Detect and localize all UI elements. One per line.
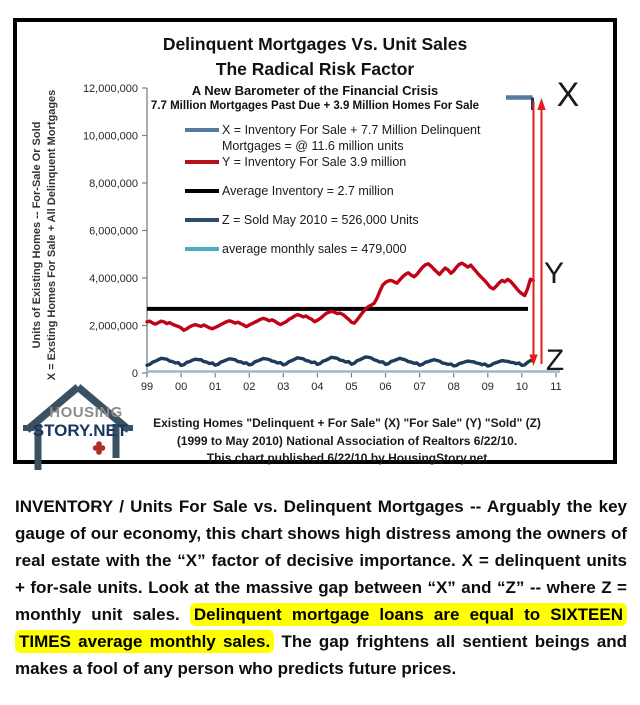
x-tick-label: 09 [481,381,494,393]
y-axis-label-line1: Units of Existing Homes -- For-Sale Or Sold [31,121,43,349]
x-tick-label: 99 [140,381,154,393]
chart-title-line2: The Radical Risk Factor [215,58,415,79]
legend-row [185,183,501,199]
x-tick-label: 03 [277,381,290,393]
y-tick-label: 12,000,000 [82,83,138,95]
legend-label: Average Inventory = 2.7 million [222,184,394,198]
legend-row [185,122,501,154]
flower-icon [93,441,105,455]
caption-line3: This chart published 6/22/10 by HousingStory.net [206,451,488,465]
label-z: Z [545,344,565,377]
legend-label: Z = Sold May 2010 = 526,000 Units [222,213,419,227]
gap-arrow-up-head [537,98,545,110]
logo-text-storynet: STORY.NET [32,421,128,440]
x-tick-label: 11 [550,381,562,393]
legend-swatch [185,189,219,193]
x-tick-label: 08 [447,381,460,393]
caption-line1: Existing Homes "Delinquent + For Sale" (X) "For Sale" (Y) "Sold" (Z) [153,416,541,430]
y-tick-label: 10,000,000 [82,130,138,143]
chart-subtitle-line2: 7.7 Million Mortgages Past Due + 3.9 Million Homes For Sale [150,100,480,112]
commentary-paragraph [15,493,627,682]
commentary-after-highlight: The gap frightens all sentient beings and makes a fool of any person who predicts future prices. [15,632,627,678]
legend-swatch [185,247,219,251]
legend-row [185,241,501,257]
caption-line2: (1999 to May 2010) National Association of Realtors 6/22/10. [176,433,518,448]
x-tick-label: 00 [174,381,188,393]
label-y: Y [543,257,565,290]
y-tick-label: 0 [131,368,138,380]
y-tick-label: 6,000,000 [89,225,138,238]
legend [185,122,501,257]
commentary-highlight: Delinquent mortgage loans are equal to SIXTEEN TIMES average monthly sales. [15,603,627,653]
legend-swatch [185,218,219,222]
commentary-before-highlight: INVENTORY / Units For Sale vs. Delinquent Mortgages -- Arguably the key gauge of our economy, this chart shows high distress among the owners of real estate with the “X” factor of decisive importance. X = delinquent units + for-sale units. Look at the massive gap between “X” and “Z” -- where Z = monthly unit sales. [15,497,627,624]
x-tick-label: 01 [209,381,222,393]
y-tick-label: 2,000,000 [89,320,138,333]
legend-label: Y = Inventory For Sale 3.9 million [222,155,407,169]
legend-row [185,154,501,170]
legend-row [185,212,501,228]
chart-subtitle-line1: A New Barometer of the Financial Crisis [191,83,439,98]
sold-line [147,357,533,366]
x-tick-label: 10 [515,381,529,393]
logo-text-housing: HOUSING [49,404,123,421]
y-tick-label: 8,000,000 [89,178,138,190]
legend-swatch [185,128,219,132]
x-tick-label: 05 [345,381,358,393]
x-tick-label: 04 [311,381,324,393]
legend-label: average monthly sales = 479,000 [222,242,407,256]
x-tick-label: 06 [379,381,392,393]
legend-swatch [185,160,219,164]
x-tick-label: 07 [413,381,426,393]
chart-frame [13,18,617,464]
legend-label: X = Inventory For Sale + 7.7 Million Delinquent Mortgages = @ 11.6 million units [222,123,481,153]
label-x: X [556,76,580,114]
y-tick-label: 4,000,000 [89,273,138,285]
chart-title-line1: Delinquent Mortgages Vs. Unit Sales [162,34,468,54]
chart-caption [117,415,577,468]
y-axis-label-line2: X = Exsting Homes For Sale + All Delinquent Mortgages [46,89,58,381]
x-tick-label: 02 [243,381,256,393]
inventory-line [147,263,533,330]
